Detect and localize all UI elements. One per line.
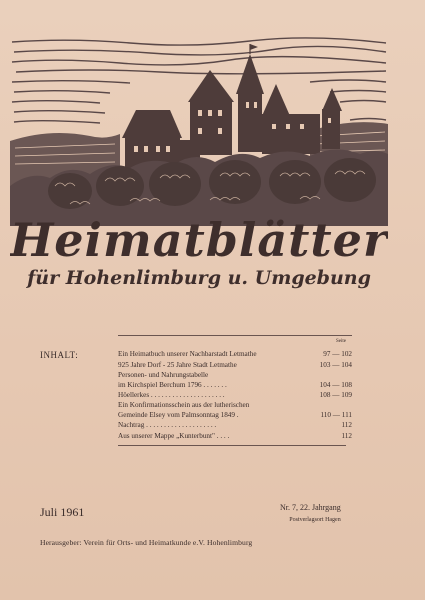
toc-entry-pages: 108 — 109	[319, 391, 352, 400]
toc-entry-title: Nachtrag . . . . . . . . . . . . . . . . . . . .	[118, 421, 217, 430]
toc-top-rule	[118, 335, 352, 336]
toc-entry	[118, 421, 352, 430]
toc-entry	[118, 371, 352, 390]
toc-entry-title-cont: Gemeinde Elsey vom Palmsonntag 1849 .	[118, 410, 239, 419]
toc-entry-pages: 103 — 104	[319, 360, 352, 369]
toc-entry-title: Ein Konfirmationsschein aus der lutherischen	[118, 401, 250, 410]
postal-location: Postverlagsort Hagen	[289, 517, 341, 523]
toc-entry	[118, 432, 352, 441]
masthead-title: Heimatblätter	[10, 213, 388, 267]
toc-entry-pages: 110 — 111	[320, 410, 352, 419]
contents-label: INHALT:	[40, 350, 79, 360]
toc-entry	[118, 361, 352, 370]
issue-number-block	[280, 503, 341, 523]
issue-date: Juli 1961	[40, 505, 85, 519]
toc-entry	[118, 401, 352, 420]
toc-entry-title: Höellerkes . . . . . . . . . . . . . . . . . . . . .	[118, 391, 225, 400]
toc-entry-pages: 112	[341, 421, 352, 430]
toc-entry	[118, 391, 352, 400]
toc-entry-title: Aus unserer Mappe „Kunterbunt" . . . .	[118, 431, 230, 440]
toc-entry-title: 925 Jahre Dorf - 25 Jahre Stadt Letmathe	[118, 360, 237, 369]
toc-entry-title-cont: im Kirchspiel Berchum 1796 . . . . . . .	[118, 380, 227, 389]
masthead-subtitle: für Hohenlimburg u. Umgebung	[27, 267, 371, 289]
toc-entry-pages: 97 — 102	[323, 350, 352, 359]
toc-entry-pages: 112	[341, 431, 352, 440]
toc-entry	[118, 350, 352, 359]
toc-entry-title: Personen- und Nahrungstabelle	[118, 371, 209, 380]
toc-entry-title: Ein Heimatbuch unserer Nachbarstadt Letmathe	[118, 350, 257, 359]
toc-entry-pages: 104 — 108	[319, 380, 352, 389]
publisher-line: Herausgeber: Verein für Orts- und Heimatkunde e.V. Hohenlimburg	[40, 538, 253, 547]
toc-bottom-rule	[118, 445, 346, 446]
issue-number: Nr. 7, 22. Jahrgang	[280, 503, 341, 512]
masthead-woodcut	[10, 36, 388, 294]
toc-page-header: Seite	[336, 339, 346, 344]
table-of-contents	[118, 335, 352, 446]
castle-woodcut-illustration	[10, 36, 388, 294]
